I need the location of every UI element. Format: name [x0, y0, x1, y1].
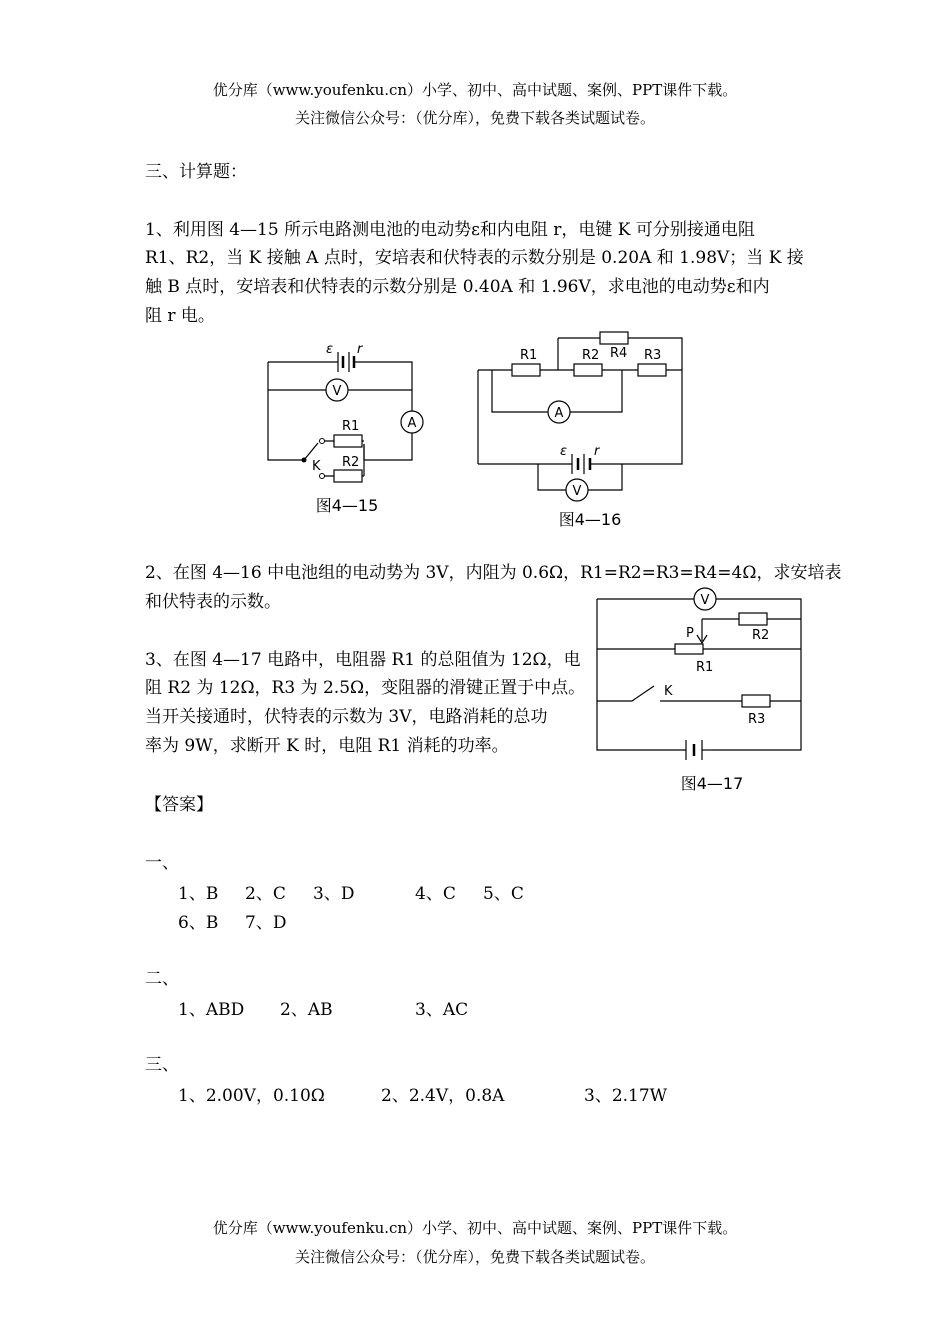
fig16-voltmeter-label: V — [572, 484, 582, 499]
fig17-r2-label: R2 — [752, 628, 770, 643]
fig16-r2-label: R2 — [582, 348, 600, 363]
fig16-r3-label: R3 — [644, 348, 662, 363]
fig17-voltmeter-label: V — [700, 593, 710, 608]
fig17-caption: 图4—17 — [680, 774, 744, 793]
answer-item: 5、C — [483, 884, 524, 904]
q2-line-2: 和伏特表的示数。 — [145, 592, 281, 612]
fig16-emf-label: ε — [560, 444, 568, 459]
answer-item: 2、AB — [280, 1000, 333, 1020]
answer-item: 2、2.4V，0.8A — [381, 1086, 505, 1106]
q2-line-1: 2、在图 4—16 中电池组的电动势为 3V，内阻为 0.6Ω，R1=R2=R3=R4=4Ω，求安培表 — [145, 563, 842, 583]
answers-part2-label: 二、 — [145, 969, 179, 989]
fig16-caption: 图4—16 — [558, 510, 622, 529]
q1-line-3: 触 B 点时，安培表和伏特表的示数分别是 0.40A 和 1.96V，求电池的电动势ε和内 — [145, 277, 770, 297]
header-line-2: 关注微信公众号：（优分库），免费下载各类试题试卷。 — [294, 109, 655, 127]
fig17-r3-label: R3 — [748, 712, 766, 727]
q1-line-4: 阻 r 电。 — [145, 306, 215, 326]
q1-line-1: 1、利用图 4—15 所示电路测电池的电动势ε和内电阻 r，电键 K 可分别接通电阻 — [145, 220, 755, 240]
fig15-emf-label: ε — [326, 342, 334, 357]
answer-item: 1、ABD — [178, 1000, 245, 1020]
answer-item: 4、C — [415, 884, 456, 904]
answers-part1-label: 一、 — [145, 853, 179, 873]
answer-item: 2、C — [245, 884, 286, 904]
fig15-k-label: K — [312, 459, 321, 474]
figure-4-17 — [590, 585, 810, 800]
fig17-r1-label: R1 — [696, 660, 714, 675]
q3-line-3: 当开关接通时，伏特表的示数为 3V，电路消耗的总功 — [145, 707, 548, 727]
fig17-k-label: K — [664, 684, 673, 699]
footer-line-2: 关注微信公众号：（优分库），免费下载各类试题试卷。 — [294, 1248, 655, 1266]
fig17-p-label: P — [686, 626, 694, 641]
q1-line-2: R1、R2，当 K 接触 A 点时，安培表和伏特表的示数分别是 0.20A 和 1.98V；当 K 接 — [145, 248, 804, 268]
answer-item: 3、2.17W — [584, 1086, 668, 1106]
answers-part3-label: 三、 — [145, 1055, 179, 1075]
q3-line-2: 阻 R2 为 12Ω，R3 为 2.5Ω，变阻器的滑键正置于中点。 — [145, 678, 586, 698]
fig16-ammeter-label: A — [554, 406, 564, 421]
answer-item: 3、D — [313, 884, 355, 904]
fig15-ammeter-label: A — [407, 416, 417, 431]
fig16-r4-label: R4 — [610, 346, 628, 361]
answer-item: 1、B — [178, 884, 219, 904]
figure-4-15 — [262, 340, 432, 520]
answer-item: 7、D — [245, 913, 287, 933]
footer-line-1: 优分库（www.youfenku.cn）小学、初中、高中试题、案例、PPT课件下载。 — [212, 1219, 738, 1237]
fig15-r1-label: R1 — [342, 419, 360, 434]
answer-item: 1、2.00V，0.10Ω — [178, 1086, 325, 1106]
answer-item: 3、AC — [415, 1000, 469, 1020]
section-title: 三、计算题： — [145, 162, 247, 182]
q3-line-1: 3、在图 4—17 电路中，电阻器 R1 的总阻值为 12Ω，电 — [145, 650, 581, 670]
figure-4-16 — [472, 322, 690, 532]
answer-item: 6、B — [178, 913, 219, 933]
fig15-caption: 图4—15 — [315, 496, 379, 515]
fig15-r-label: r — [357, 342, 363, 357]
q3-line-4: 率为 9W，求断开 K 时，电阻 R1 消耗的功率。 — [145, 736, 509, 756]
fig15-voltmeter-label: V — [332, 384, 342, 399]
fig15-r2-label: R2 — [342, 455, 360, 470]
answers-title: 【答案】 — [145, 795, 213, 815]
header-line-1: 优分库（www.youfenku.cn）小学、初中、高中试题、案例、PPT课件下载。 — [212, 81, 738, 99]
fig16-r1-label: R1 — [520, 348, 538, 363]
fig16-r-label: r — [594, 444, 600, 459]
